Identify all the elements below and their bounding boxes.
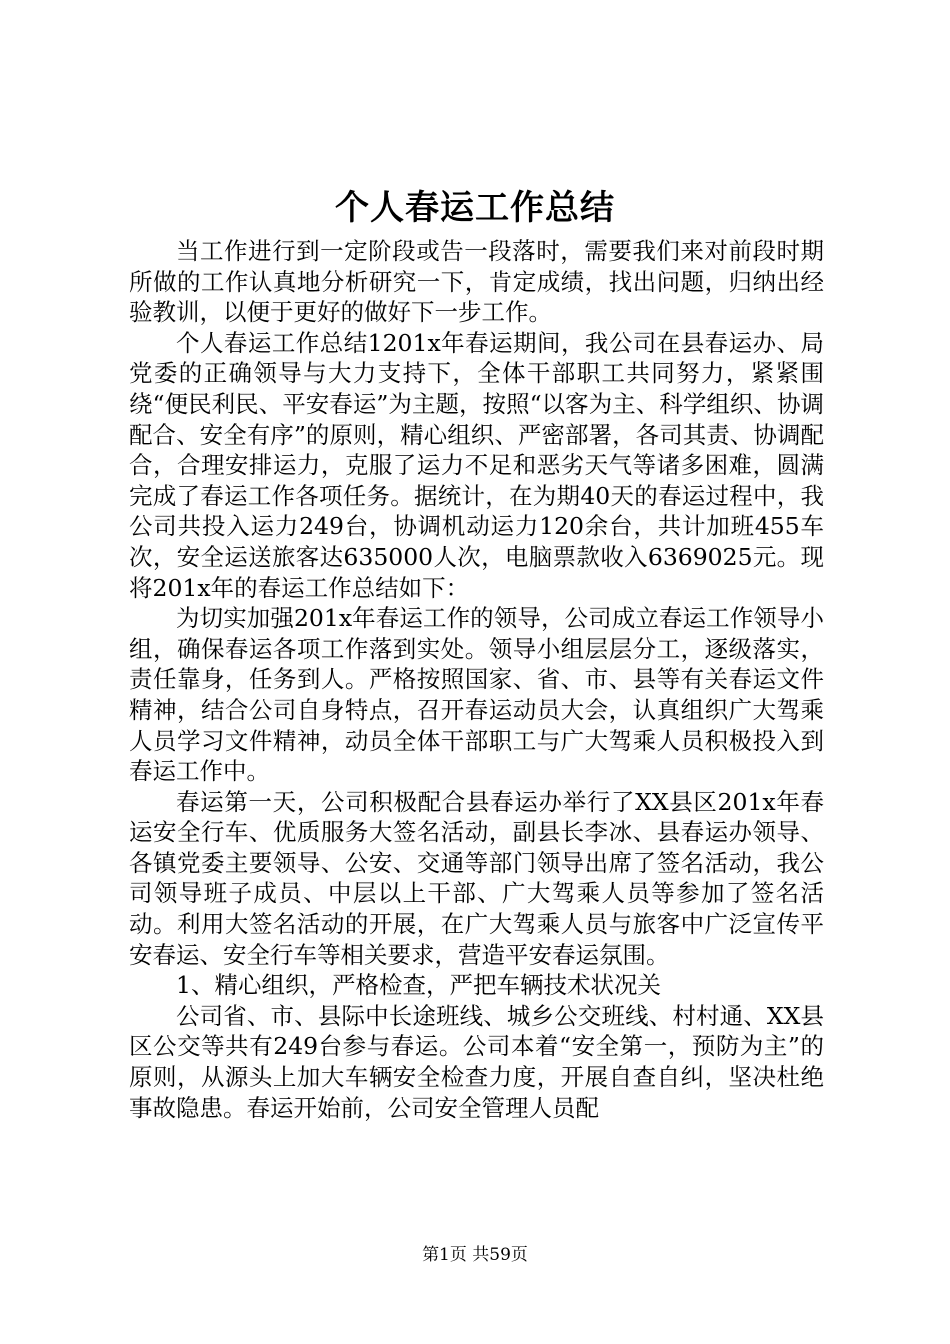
paragraph-signing-event: 春运第一天，公司积极配合县春运办举行了XX县区201x年春运安全行车、优质服务大签名活动，副县长李冰、县春运办领导、各镇党委主要领导、公安、交通等部门领导出席了签名活动，我公司领导班子成员、中层以上干部、广大驾乘人员等参加了签名活动。利用大签名活动的开展，在广大驾乘人员与旅客中广泛宣传平安春运、安全行车等相关要求，营造平安春运氛围。 <box>129 787 824 969</box>
page-number-footer: 第1页 共59页 <box>422 1245 528 1265</box>
paragraph-vehicles: 公司省、市、县际中长途班线、城乡公交班线、村村通、XX县区公交等共有249台参与春运。公司本着“安全第一，预防为主”的原则，从源头上加大车辆安全检查力度，开展自查自纠，坚决杜绝事故隐患。春运开始前，公司安全管理人员配 <box>129 1001 824 1122</box>
paragraph-intro: 当工作进行到一定阶段或告一段落时，需要我们来对前段时期所做的工作认真地分析研究一下，肯定成绩，找出问题，归纳出经验教训，以便于更好的做好下一步工作。 <box>129 237 824 327</box>
document-body <box>129 236 824 1123</box>
paragraph-leadership: 为切实加强201x年春运工作的领导，公司成立春运工作领导小组，确保春运各项工作落到实处。领导小组层层分工，逐级落实，责任靠身，任务到人。严格按照国家、省、市、县等有关春运文件精神，结合公司自身特点，召开春运动员大会，认真组织广大驾乘人员学习文件精神，动员全体干部职工与广大驾乘人员积极投入到春运工作中。 <box>129 604 824 786</box>
paragraph-summary: 个人春运工作总结1201x年春运期间，我公司在县春运办、局党委的正确领导与大力支持下，全体干部职工共同努力，紧紧围绕“便民利民、平安春运”为主题，按照“以客为主、科学组织、协调配合、安全有序”的原则，精心组织、严密部署，各司其责、协调配合，合理安排运力，克服了运力不足和恶劣天气等诸多困难，圆满完成了春运工作各项任务。据统计，在为期40天的春运过程中，我公司共投入运力249台，协调机动运力120余台，共计加班455车次，安全运送旅客达635000人次，电脑票款收入6369025元。现将201x年的春运工作总结如下： <box>129 328 824 602</box>
document-title: 个人春运工作总结 <box>335 188 615 228</box>
section-heading-1: 1、精心组织，严格检查，严把车辆技术状况关 <box>176 971 661 1000</box>
